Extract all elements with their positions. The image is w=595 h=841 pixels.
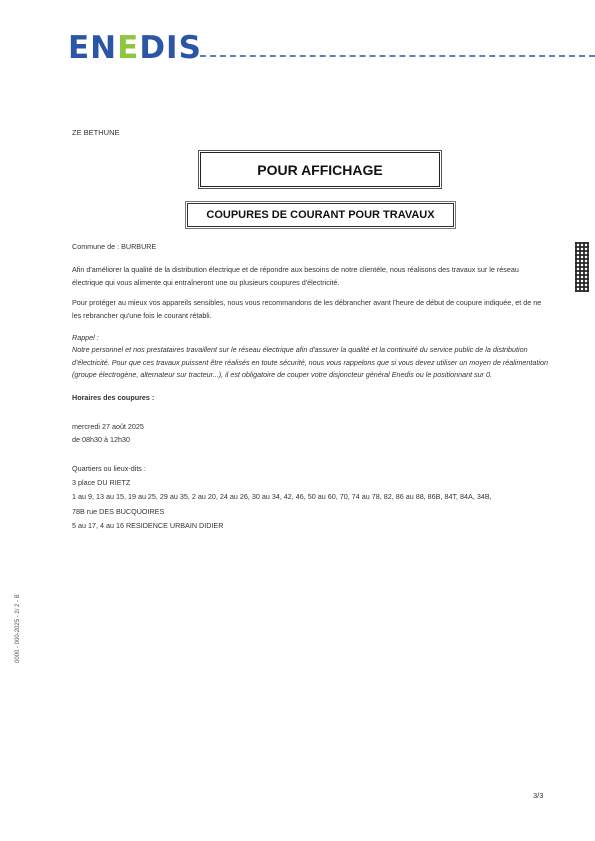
page-number: 3/3	[533, 791, 544, 800]
address-line: 78B rue DES BUCQUOIRES	[72, 507, 165, 516]
side-reference: 0000 - 000-2025 - 2/ 2 - B	[15, 594, 21, 663]
header-dashed-line	[190, 55, 595, 57]
logo-part-1: EN	[68, 30, 118, 66]
intro-paragraph: Afin d'améliorer la qualité de la distribution électrique et de répondre aux besoins de notre clientèle, nous réalisons des travaux sur le réseau électrique qui vous alimente qui entraîneront une ou plusieurs coupures d'électricité.	[72, 265, 519, 287]
commune-line: Commune de : BURBURE	[72, 242, 157, 251]
address-line: 3 place DU RIETZ	[72, 478, 131, 487]
enedis-logo	[68, 30, 202, 66]
barcode-icon	[575, 242, 589, 292]
address-line: 5 au 17, 4 au 16 RESIDENCE URBAIN DIDIER	[72, 521, 224, 530]
page-subtitle: COUPURES DE COURANT POUR TRAVAUX	[206, 209, 435, 221]
protect-paragraph: Pour protéger au mieux vos appareils sensibles, nous vous recommandons de les débrancher avant l'heure de début de coupure indiquée, et de ne les rebrancher qu'une fois le courant rétabli.	[72, 298, 542, 320]
subtitle-box	[187, 203, 454, 227]
quartiers-title: Quartiers ou lieux-dits :	[72, 464, 146, 473]
rappel-paragraph: Notre personnel et nos prestataires travaillent sur le réseau électrique afin d'assurer la qualité et la continuité du service public de la distribution d'électricité. Pour que ces travaux puissent être réalisés en toute sécurité, nous vous rappelons que si vous devez utiliser un moyen de réalimentation (groupe électrogène, alternateur sur tracteur...), il est obligatoire de couper votre disjoncteur général Enedis ou le positionnant sur 0.	[72, 345, 549, 379]
rappel-title: Rappel :	[72, 333, 99, 342]
horaires-title: Horaires des coupures :	[72, 393, 155, 402]
ze-label: ZE BETHUNE	[72, 128, 120, 137]
cut-time: de 08h30 à 12h30	[72, 435, 130, 444]
address-line: 1 au 9, 13 au 15, 19 au 25, 29 au 35, 2 au 20, 24 au 26, 30 au 34, 42, 46, 50 au 60, 70, 74 au 78, 82, 86 au 88, 86B, 84T, 84A, 34B,	[72, 492, 492, 501]
page-title: POUR AFFICHAGE	[257, 161, 383, 178]
logo-part-3: DIS	[139, 30, 202, 66]
logo-part-2: E	[117, 30, 140, 66]
cut-date: mercredi 27 août 2025	[72, 422, 144, 431]
title-box	[200, 152, 440, 187]
